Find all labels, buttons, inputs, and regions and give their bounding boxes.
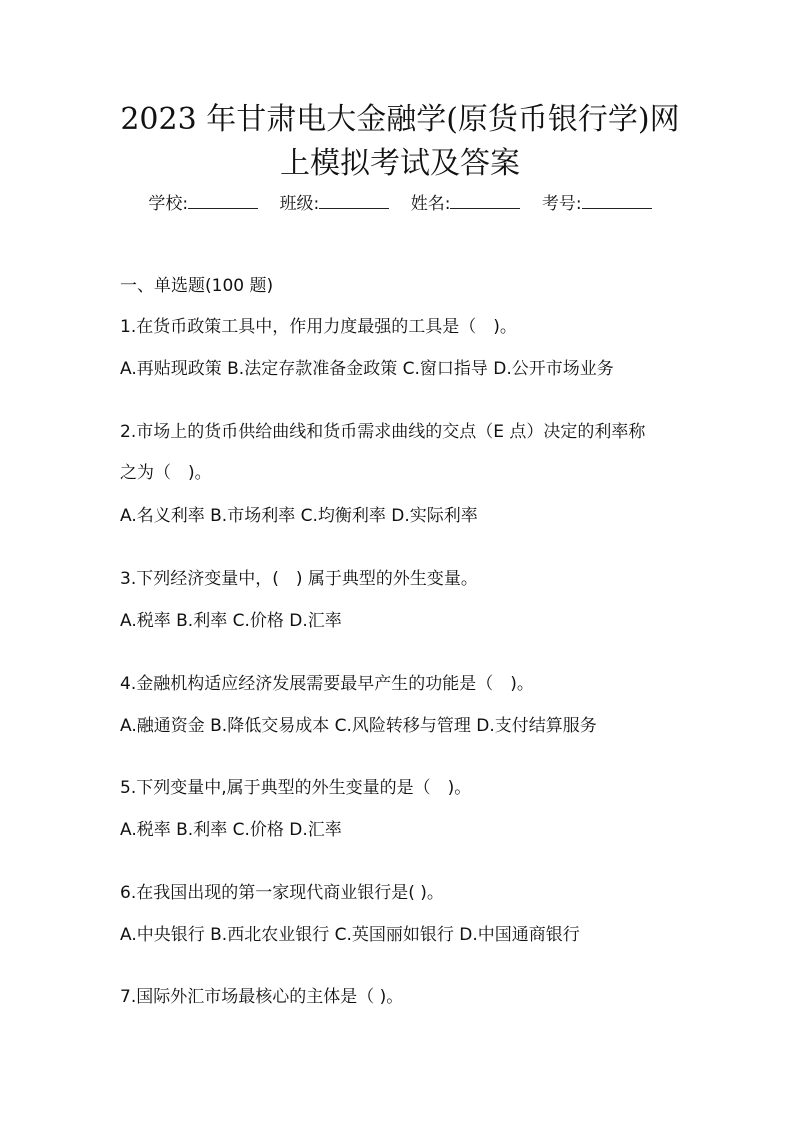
- question-1-stem: 1.在货币政策工具中，作用力度最强的工具是（ )。: [120, 317, 517, 337]
- question-6-stem: 6.在我国出现的第一家现代商业银行是( )。: [120, 883, 444, 903]
- question-2-stem-line-2: 之为（ )。: [120, 463, 212, 483]
- name-blank[interactable]: [450, 190, 520, 209]
- question-4-options: A.融通资金 B.降低交易成本 C.风险转移与管理 D.支付结算服务: [120, 716, 597, 736]
- question-2-options: A.名义利率 B.市场利率 C.均衡利率 D.实际利率: [120, 506, 478, 526]
- name-label: 姓名:: [410, 194, 451, 214]
- question-6-options: A.中央银行 B.西北农业银行 C.英国丽如银行 D.中国通商银行: [120, 925, 580, 945]
- class-label: 班级:: [279, 194, 320, 214]
- question-5-options: A.税率 B.利率 C.价格 D.汇率: [120, 820, 342, 840]
- question-5-stem: 5.下列变量中,属于典型的外生变量的是（ )。: [120, 778, 472, 798]
- class-blank[interactable]: [319, 190, 389, 209]
- number-blank[interactable]: [582, 190, 652, 209]
- question-4-stem: 4.金融机构适应经济发展需要最早产生的功能是（ )。: [120, 674, 534, 694]
- exam-title-line-2: 上模拟考试及答案: [280, 146, 520, 181]
- question-2-stem-line-1: 2.市场上的货币供给曲线和货币需求曲线的交点（E 点）决定的利率称: [120, 422, 646, 442]
- question-1-options: A.再贴现政策 B.法定存款准备金政策 C.窗口指导 D.公开市场业务: [120, 359, 614, 379]
- school-field[interactable]: [148, 190, 258, 216]
- number-label: 考号:: [541, 194, 582, 214]
- student-info-row: [0, 190, 800, 216]
- number-field[interactable]: [542, 190, 652, 216]
- question-7-stem: 7.国际外汇市场最核心的主体是（ )。: [120, 987, 404, 1007]
- question-3-stem: 3.下列经济变量中，( ) 属于典型的外生变量。: [120, 569, 478, 589]
- school-blank[interactable]: [188, 190, 258, 209]
- school-label: 学校:: [148, 194, 189, 214]
- class-field[interactable]: [280, 190, 390, 216]
- question-3-options: A.税率 B.利率 C.价格 D.汇率: [120, 611, 342, 631]
- section-heading: 一、单选题(100 题): [120, 276, 274, 296]
- exam-title-line-1: 2023 年甘肃电大金融学(原货币银行学)网: [120, 102, 680, 137]
- name-field[interactable]: [411, 190, 521, 216]
